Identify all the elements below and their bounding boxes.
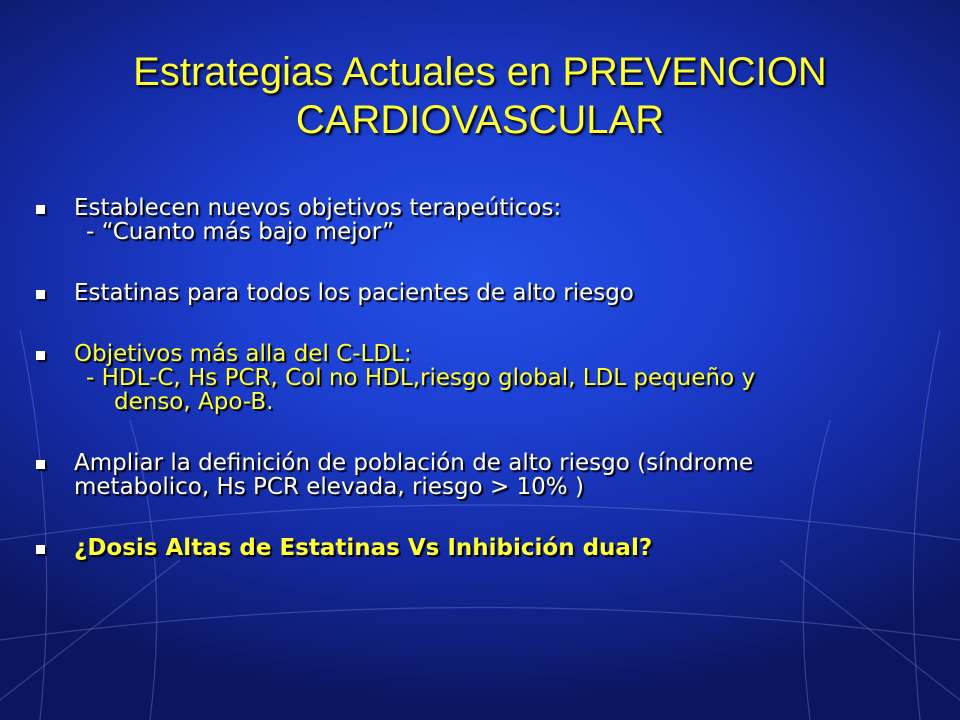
square-bullet-icon (36, 290, 45, 299)
bullet-list (36, 196, 916, 560)
bullet-subtext: - HDL-C, Hs PCR, Col no HDL,riesgo global, LDL pequeño y (86, 365, 756, 391)
bullet-text: ¿Dosis Altas de Estatinas Vs Inhibición dual? (74, 535, 653, 561)
square-bullet-icon (36, 545, 45, 554)
bullet-subtext-continued: denso, Apo-B. (114, 389, 274, 415)
title-line-1: Estrategias Actuales en PREVENCION (133, 50, 827, 94)
bullet-text: Establecen nuevos objetivos terapeúticos: (74, 195, 562, 221)
title-line-2: CARDIOVASCULAR (295, 98, 665, 142)
bullet-text: Objetivos más alla del C-LDL: (74, 341, 412, 367)
bullet-item-objetivos-cldl (36, 342, 916, 414)
bullet-item-estatinas (36, 281, 916, 305)
bullet-item-ampliar-definicion (36, 451, 916, 499)
square-bullet-icon (36, 460, 45, 469)
bullet-item-objetivos-terapeuticos (36, 196, 916, 244)
bullet-text: Ampliar la definición de población de alto riesgo (síndrome (74, 450, 754, 476)
square-bullet-icon (36, 205, 45, 214)
bullet-text-continued: metabolico, Hs PCR elevada, riesgo > 10% ) (74, 474, 584, 500)
bullet-item-dosis-altas (36, 536, 916, 560)
square-bullet-icon (36, 351, 45, 360)
bullet-text: Estatinas para todos los pacientes de alto riesgo (74, 280, 634, 306)
slide-title (60, 48, 900, 144)
bullet-subtext: - “Cuanto más bajo mejor” (86, 219, 395, 245)
